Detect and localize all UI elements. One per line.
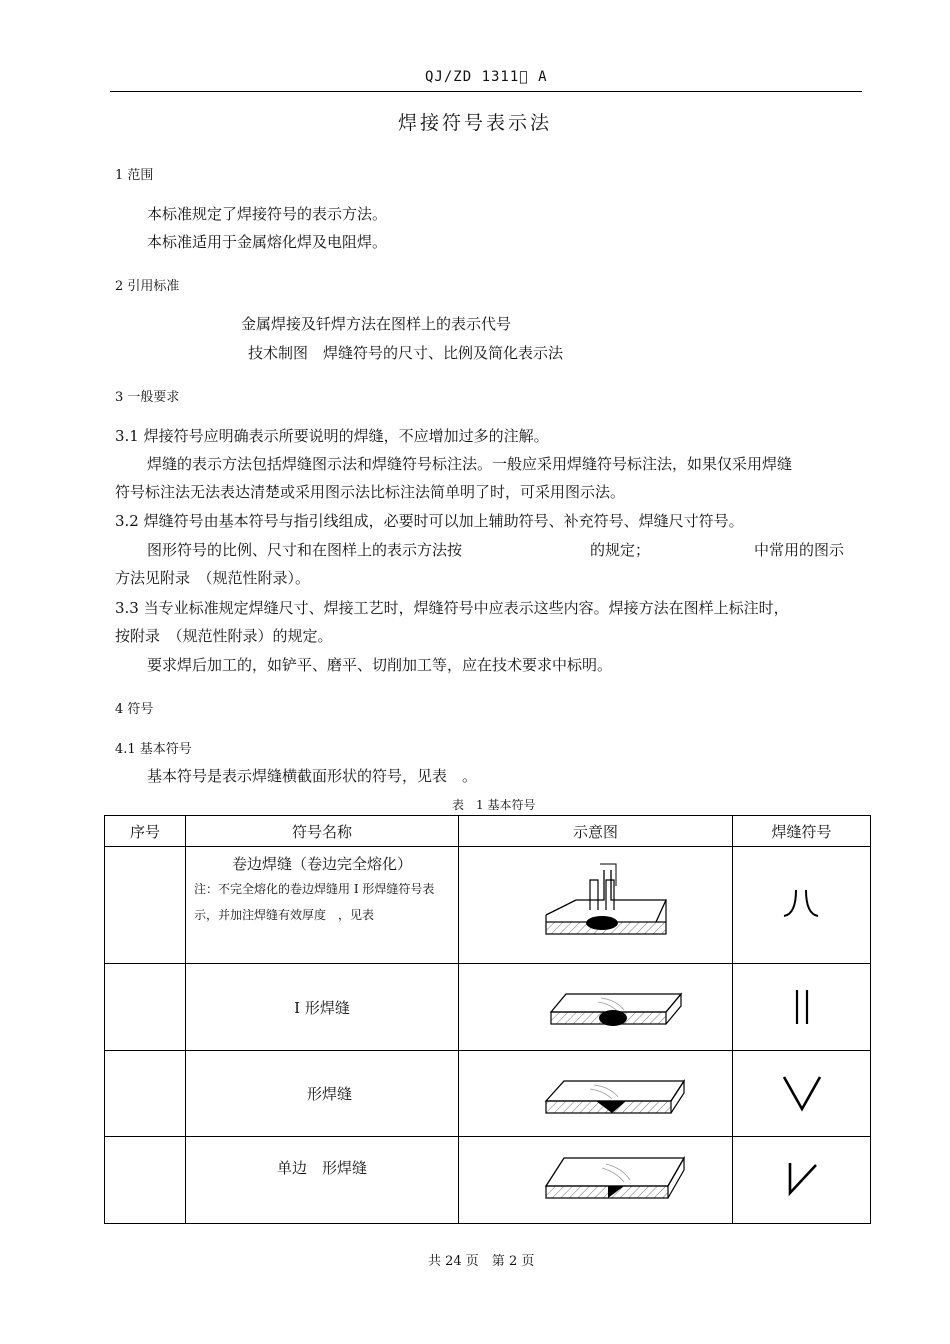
document-code: QJ/ZD 1311  A [425,69,548,85]
symbol-cell [733,1137,871,1224]
clause-3-3-line-2: 按附录 （规范性附录）的规定。 [115,627,333,645]
row-number [105,847,186,964]
page-title: 焊接符号表示法 [398,112,553,134]
reference-1: 金属焊接及钎焊方法在图样上的表示代号 [241,315,512,333]
row-number [105,964,186,1051]
clause-3-2: 3.2 焊缝符号由基本符号与指引线组成，必要时可以加上辅助符号、补充符号、焊缝尺寸符号。 [115,512,744,530]
symbol-name: 形焊缝 [186,1051,459,1137]
i-weld-diagram [506,972,686,1042]
table-caption: 表 1 基本符号 [452,798,536,812]
clause-3-2-para-line-2: 方法见附录 （规范性附录）。 [115,569,311,587]
subsection-heading-4-1: 4.1 基本符号 [115,742,192,757]
column-header-symbol: 焊缝符号 [733,816,871,847]
diagram-cell [459,964,733,1051]
row-number [105,1137,186,1224]
diagram-cell [459,1051,733,1137]
table-row [105,1137,871,1224]
symbol-name: 单边 形焊缝 [186,1137,459,1224]
table-header-row [105,816,871,847]
symbol-name: 卷边焊缝（卷边完全熔化） [231,855,412,873]
page-footer: 共 24 页 第 2 页 [428,1254,535,1269]
i-weld-symbol [772,982,832,1032]
symbol-cell [733,1051,871,1137]
clause-3-2-para-part-2: 的规定； [590,541,651,559]
symbol-note: 注：不完全熔化的卷边焊缝用 I 形焊缝符号表示，并加注焊缝有效厚度 ，见表 [194,882,435,922]
symbol-cell [733,964,871,1051]
scope-para-2: 本标准适用于金属熔化焊及电阻焊。 [147,233,388,251]
flange-weld-diagram [506,860,686,950]
table-row [105,847,871,964]
row-number [105,1051,186,1137]
column-header-no: 序号 [105,816,186,847]
clause-3-1-para-line-2: 符号标注法无法表达清楚或采用图示法比标注法简单明了时，可采用图示法。 [115,483,626,501]
section-heading-1: 1 范围 [115,168,154,183]
clause-3-2-para-part-3: 中常用的图示 [754,541,845,559]
clause-3-1: 3.1 焊接符号应明确表示所要说明的焊缝，不应增加过多的注解。 [115,427,549,445]
clause-3-3-para: 要求焊后加工的，如铲平、磨平、切削加工等，应在技术要求中标明。 [147,656,613,674]
symbol-cell [733,847,871,964]
scope-para-1: 本标准规定了焊接符号的表示方法。 [147,205,388,223]
bevel-weld-symbol [772,1155,832,1205]
table-row [105,964,871,1051]
diagram-cell [459,847,733,964]
basic-symbols-table [104,815,871,1224]
v-weld-symbol [772,1069,832,1119]
clause-3-2-para-part-1: 图形符号的比例、尺寸和在图样上的表示方法按 [147,541,463,559]
column-header-diagram: 示意图 [459,816,733,847]
reference-2: 技术制图 焊缝符号的尺寸、比例及简化表示法 [248,344,564,362]
flange-weld-symbol [772,880,832,930]
symbol-name: I 形焊缝 [186,964,459,1051]
section-heading-4: 4 符号 [115,702,154,717]
column-header-name: 符号名称 [186,816,459,847]
clause-3-3-line-1: 3.3 当专业标准规定焊缝尺寸、焊接工艺时，焊缝符号中应表示这些内容。焊接方法在图样上标注时， [115,599,789,617]
bevel-weld-diagram [506,1142,686,1218]
v-weld-diagram [506,1059,686,1129]
header-rule [110,91,862,92]
clause-3-1-para-line-1: 焊缝的表示方法包括焊缝图示法和焊缝符号标注法。一般应采用焊缝符号标注法，如果仅采用焊缝 [147,455,793,473]
symbol-name-cell [186,847,459,964]
section-heading-2: 2 引用标准 [115,279,180,294]
table-row [105,1051,871,1137]
basic-symbol-para: 基本符号是表示焊缝横截面形状的符号，见表 。 [147,767,478,785]
section-heading-3: 3 一般要求 [115,390,180,405]
diagram-cell [459,1137,733,1224]
